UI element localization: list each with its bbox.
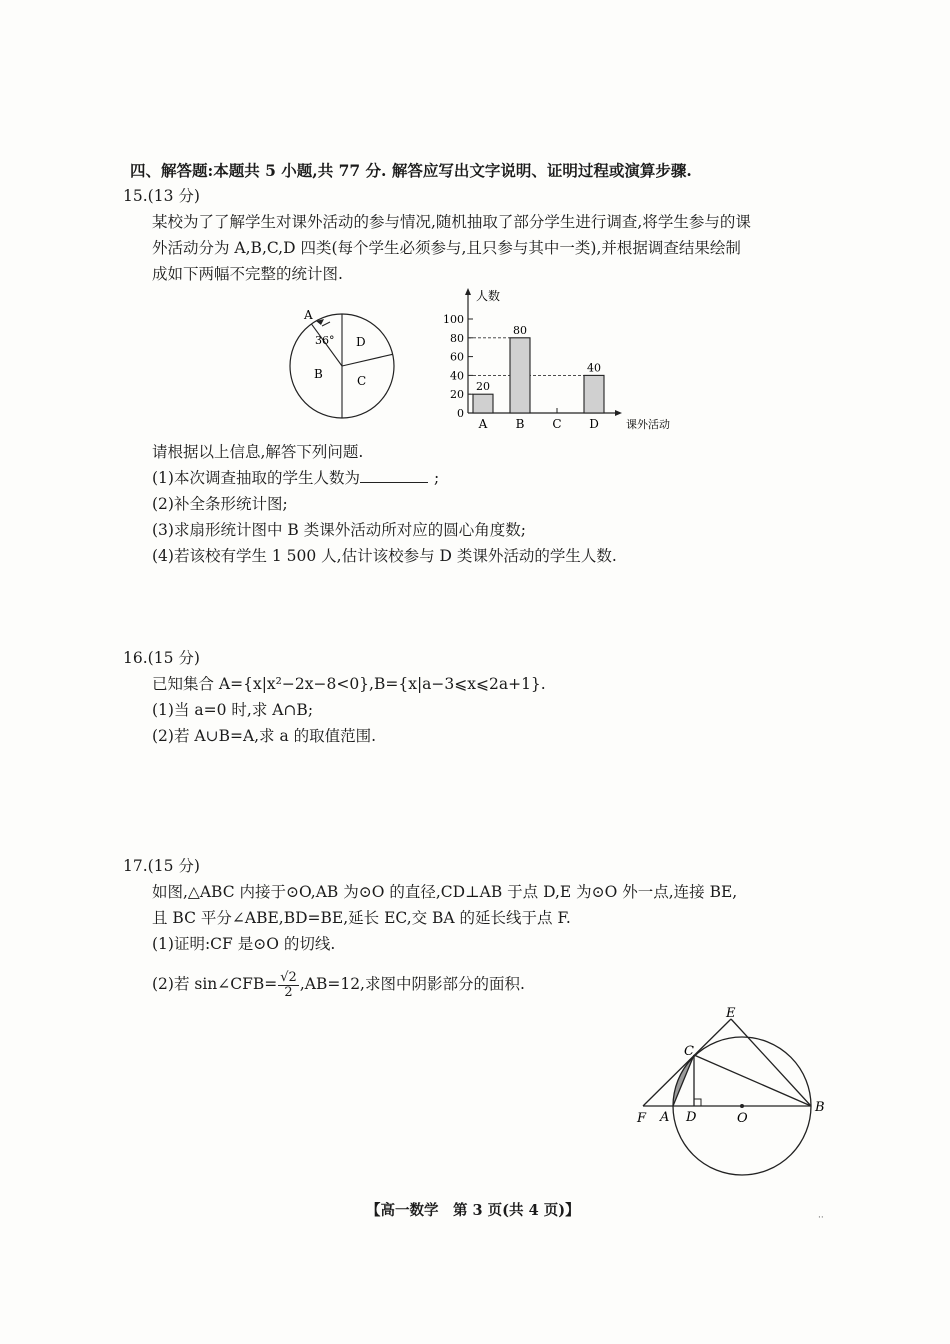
y-axis-label: 人数	[476, 289, 501, 303]
bar-a	[473, 394, 493, 413]
category-label: B	[515, 417, 525, 431]
q16-sub1: (1)当 a=0 时,求 A∩B;	[152, 701, 314, 719]
center-dot	[740, 1104, 744, 1108]
q15-stem-line-1: 某校为了了解学生对课外活动的参与情况,随机抽取了部分学生进行调查,将学生参与的课	[152, 213, 751, 231]
q17-sub2-suffix: ,AB=12,求图中阴影部分的面积.	[299, 975, 525, 993]
q17-number: 17.	[123, 857, 148, 875]
q15-intro: 请根据以上信息,解答下列问题.	[152, 443, 364, 461]
q15-sub1-end: ;	[433, 469, 440, 487]
label-a: A	[660, 1110, 670, 1125]
label-c: C	[684, 1044, 694, 1059]
category-label: A	[478, 417, 488, 431]
q16-sub2: (2)若 A∪B=A,求 a 的取值范围.	[152, 727, 377, 745]
q15-stem-line-2: 外活动分为 A,B,C,D 四类(每个学生必须参与,且只参与其中一类),并根据调查结果绘制	[152, 239, 741, 257]
pie-radius-d	[342, 354, 393, 366]
q17-sub2-prefix: (2)若 sin∠CFB=	[152, 975, 278, 993]
q16-number: 16.	[123, 649, 148, 667]
y-tick-label: 40	[450, 369, 464, 383]
pie-label-c: C	[357, 374, 367, 388]
y-axis-arrow-icon	[465, 288, 471, 295]
label-f: F	[637, 1111, 647, 1126]
q15-header	[123, 186, 200, 206]
pie-label-d: D	[356, 335, 366, 349]
q17-stem-line-2: 且 BC 平分∠ABE,BD=BE,延长 EC,交 BA 的延长线于点 F.	[152, 909, 571, 927]
answer-blank[interactable]	[360, 468, 428, 483]
q15-sub4: (4)若该校有学生 1 500 人,估计该校参与 D 类课外活动的学生人数.	[152, 547, 617, 565]
bar-chart	[436, 284, 696, 434]
line-eb	[731, 1019, 811, 1106]
q15-points: (13 分)	[147, 187, 200, 205]
y-tick-label: 0	[457, 407, 464, 420]
line-ca	[673, 1055, 694, 1106]
bar-b	[510, 338, 530, 413]
y-tick-label: 100	[443, 313, 464, 326]
q15-stem-line-3: 成如下两幅不完整的统计图.	[152, 265, 343, 283]
geometry-figure	[628, 1005, 838, 1180]
line-cb	[694, 1055, 811, 1106]
x-axis-arrow-icon	[615, 410, 622, 416]
page-footer: 【高一数学 第 3 页(共 4 页)】	[366, 1202, 580, 1219]
q16-header	[123, 648, 200, 668]
label-b: B	[815, 1100, 825, 1115]
category-label: C	[552, 417, 562, 431]
q16-stem: 已知集合 A={x|x²−2x−8<0},B={x|a−3⩽x⩽2a+1}.	[152, 675, 546, 693]
fraction-sqrt2-over-2	[278, 971, 299, 1000]
section-title: 四、解答题:本题共 5 小题,共 77 分. 解答应写出文字说明、证明过程或演算步骤.	[130, 161, 692, 180]
label-o: O	[737, 1111, 748, 1126]
y-tick-label: 20	[450, 388, 464, 402]
q15-sub1	[152, 468, 439, 488]
q17-points: (15 分)	[147, 857, 200, 875]
fraction-numerator: √2	[280, 969, 297, 985]
x-axis-label: 课外活动	[626, 418, 670, 431]
pie-chart	[280, 300, 410, 428]
label-d: D	[686, 1110, 697, 1125]
q17-header	[123, 856, 200, 876]
right-angle-mark	[694, 1099, 701, 1106]
q15-sub1-text: (1)本次调查抽取的学生人数为	[152, 469, 360, 487]
fraction-denominator: 2	[284, 984, 293, 1000]
bar-value-label: 80	[513, 323, 527, 337]
pie-label-a: A	[304, 308, 313, 322]
pie-angle-label: 36°	[315, 334, 335, 347]
category-label: D	[589, 417, 599, 431]
y-tick-label: 60	[450, 350, 464, 364]
pie-label-b: B	[314, 367, 323, 381]
q17-sub1: (1)证明:CF 是⊙O 的切线.	[152, 935, 336, 953]
label-e: E	[726, 1006, 736, 1021]
corner-mark: ··	[818, 1213, 824, 1223]
bar-value-label: 40	[587, 361, 601, 375]
q15-number: 15.	[123, 187, 148, 205]
q16-points: (15 分)	[147, 649, 200, 667]
line-fe	[643, 1019, 731, 1106]
q15-sub2: (2)补全条形统计图;	[152, 495, 288, 513]
q17-stem-line-1: 如图,△ABC 内接于⊙O,AB 为⊙O 的直径,CD⊥AB 于点 D,E 为⊙O 外一点,连接 BE,	[152, 883, 738, 901]
bar-value-label: 20	[476, 380, 490, 394]
q17-sub2	[152, 966, 525, 1002]
y-tick-label: 80	[450, 331, 464, 345]
bar-d	[584, 375, 604, 413]
q15-sub3: (3)求扇形统计图中 B 类课外活动所对应的圆心角度数;	[152, 521, 526, 539]
